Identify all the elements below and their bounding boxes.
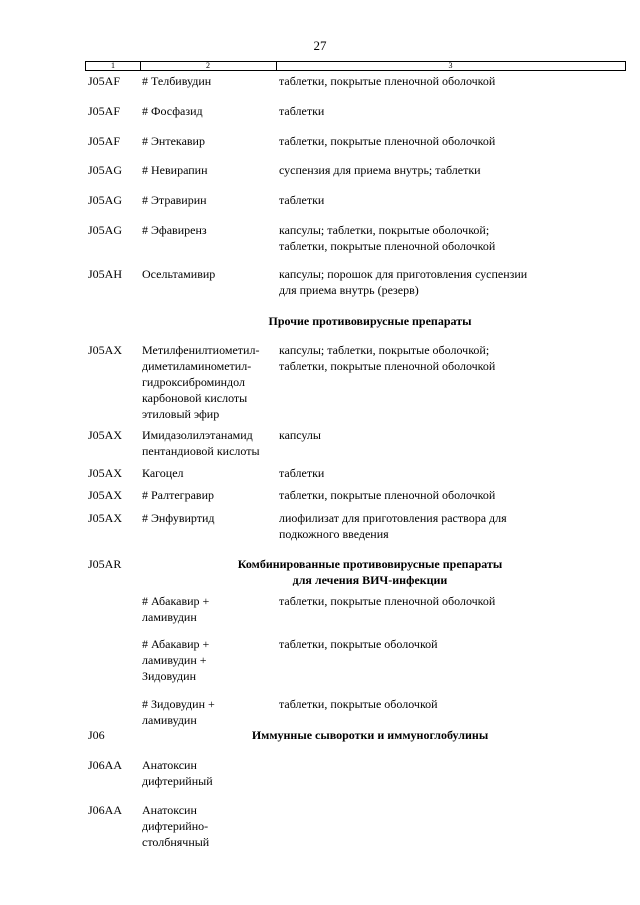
dosage-form: таблетки	[279, 104, 325, 118]
drug-name: # Энфувиртид	[142, 511, 215, 525]
drug-name: # Абакавир + ламивудин	[142, 594, 210, 624]
atc-code: J05AR	[88, 557, 122, 571]
atc-code: J06AA	[88, 803, 123, 817]
atc-code: J06AA	[88, 758, 123, 772]
atc-code: J05AF	[88, 134, 121, 148]
drug-name: # Этравирин	[142, 193, 207, 207]
page-number: 27	[313, 38, 327, 53]
dosage-form: таблетки	[279, 466, 325, 480]
dosage-form: таблетки, покрытые пленочной оболочкой	[279, 594, 496, 608]
drug-name: # Зидовудин + ламивудин	[142, 697, 215, 727]
drug-name: Имидазолилэтанамид пентандиовой кислоты	[142, 428, 260, 458]
dosage-form: суспензия для приема внутрь; таблетки	[279, 163, 481, 177]
atc-code: J05AX	[88, 343, 123, 357]
dosage-form: капсулы; таблетки, покрытые оболочкой; таблетки, покрытые пленочной оболочкой	[279, 343, 496, 373]
dosage-form: лиофилизат для приготовления раствора для подкожного введения	[279, 511, 507, 541]
drug-name: # Эфавиренз	[142, 223, 207, 237]
column-number-3: 3	[448, 61, 453, 70]
drug-name: Осельтамивир	[142, 267, 216, 281]
drug-name: # Телбивудин	[142, 74, 212, 88]
dosage-form: таблетки, покрытые оболочкой	[279, 637, 438, 651]
atc-code: J05AF	[88, 104, 121, 118]
atc-code: J06	[88, 728, 105, 742]
drug-name: # Абакавир + ламивудин + Зидовудин	[142, 637, 210, 683]
drug-name: # Энтекавир	[142, 134, 205, 148]
atc-code: J05AH	[88, 267, 123, 281]
group-heading: Иммунные сыворотки и иммуноглобулины	[251, 728, 489, 742]
drug-name: # Ралтегравир	[142, 488, 214, 502]
atc-code: J05AG	[88, 223, 123, 237]
drug-name: # Фосфазид	[142, 104, 203, 118]
atc-code: J05AX	[88, 428, 123, 442]
drug-name: Кагоцел	[142, 466, 184, 480]
drug-name: Анатоксин дифтерийный	[142, 758, 213, 788]
group-heading: Комбинированные противовирусные препараты для лечения ВИЧ-инфекции	[237, 557, 503, 587]
atc-code: J05AX	[88, 466, 123, 480]
dosage-form: таблетки, покрытые пленочной оболочкой	[279, 488, 496, 502]
dosage-form: капсулы	[279, 428, 321, 442]
column-number-2: 2	[206, 61, 210, 70]
drug-name: Метилфенилтиометил- диметиламинометил- гидроксиброминдол карбоновой кислоты этиловый эфир	[142, 343, 260, 421]
drug-name: # Невирапин	[142, 163, 208, 177]
column-number-1: 1	[111, 61, 115, 70]
atc-code: J05AX	[88, 488, 123, 502]
atc-code: J05AF	[88, 74, 121, 88]
dosage-form: капсулы; порошок для приготовления суспензии для приема внутрь (резерв)	[279, 267, 528, 297]
dosage-form: таблетки	[279, 193, 325, 207]
dosage-form: таблетки, покрытые пленочной оболочкой	[279, 134, 496, 148]
atc-code: J05AG	[88, 193, 123, 207]
dosage-form: таблетки, покрытые оболочкой	[279, 697, 438, 711]
dosage-form: капсулы; таблетки, покрытые оболочкой; таблетки, покрытые пленочной оболочкой	[279, 223, 496, 253]
group-heading: Прочие противовирусные препараты	[268, 314, 472, 328]
atc-code: J05AX	[88, 511, 123, 525]
dosage-form: таблетки, покрытые пленочной оболочкой	[279, 74, 496, 88]
column-number-header	[85, 61, 626, 71]
atc-code: J05AG	[88, 163, 123, 177]
drug-name: Анатоксин дифтерийно- столбнячный	[142, 803, 210, 849]
